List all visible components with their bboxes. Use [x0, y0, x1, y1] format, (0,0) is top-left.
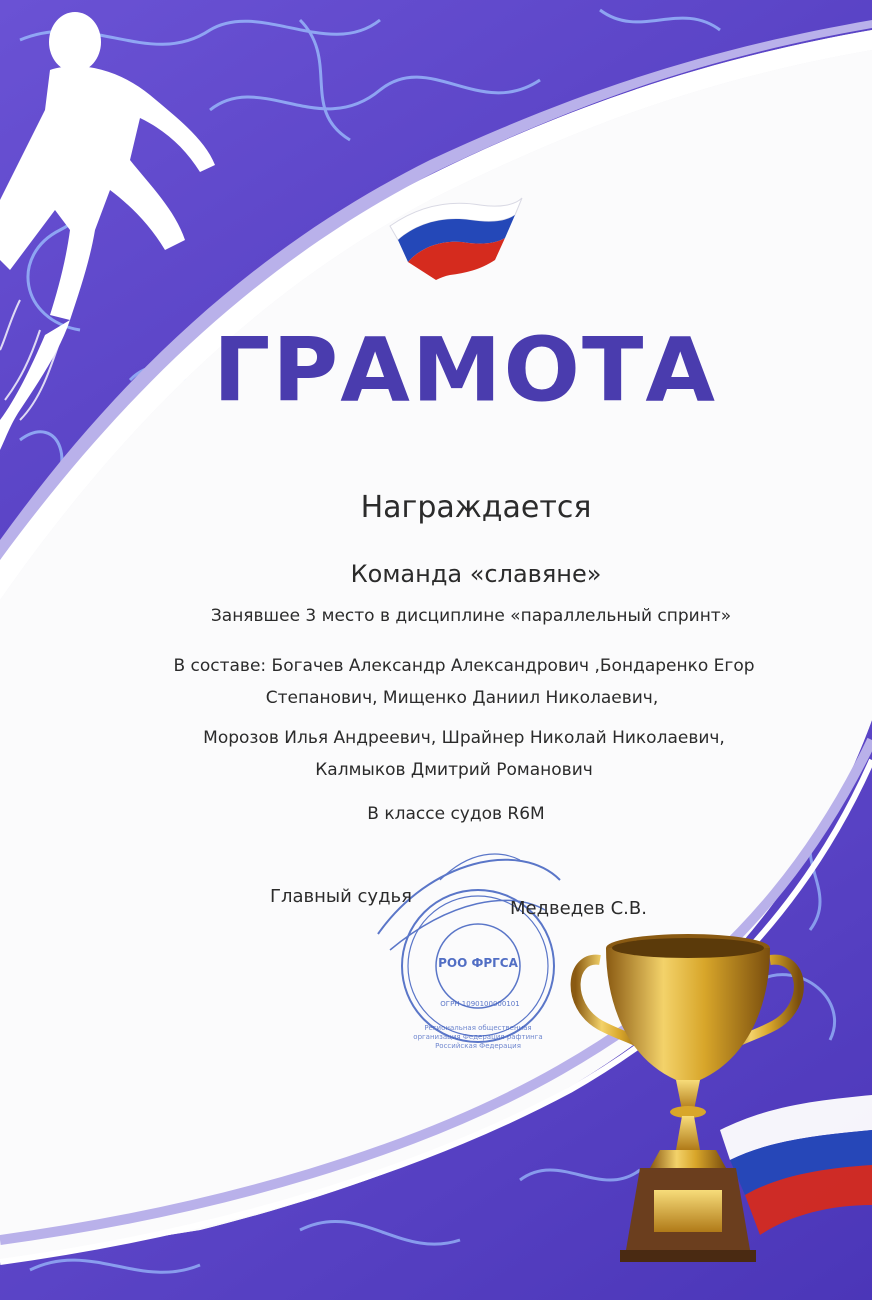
judge-label: Главный судья	[270, 886, 412, 907]
awarded-heading: Награждается	[360, 490, 592, 525]
place-line: Занявшее 3 место в дисциплине «параллельный спринт»	[210, 606, 732, 626]
members-line-4: Калмыков Дмитрий Романович	[315, 760, 593, 780]
certificate-title: ГРАМОТА	[212, 319, 718, 422]
stamp-center-text: РОО ФРГСА	[438, 956, 518, 970]
stamp-number-text: ОГРН 1090100000101	[440, 1000, 520, 1008]
members-line-2: Степанович, Мищенко Даниил Николаевич,	[265, 688, 659, 708]
judge-name: Медведев С.В.	[510, 898, 647, 919]
members-line-1: В составе: Богачев Александр Александрович ,Бондаренко Егор	[173, 656, 755, 676]
class-line: В классе судов R6M	[367, 804, 545, 824]
members-line-3: Морозов Илья Андреевич, Шрайнер Николай Николаевич,	[203, 728, 725, 748]
team-name: Команда «славяне»	[350, 560, 602, 588]
stamp-ring-text: Региональная общественная организация Федерация рафтинга Российская Федерация	[413, 1024, 543, 1050]
